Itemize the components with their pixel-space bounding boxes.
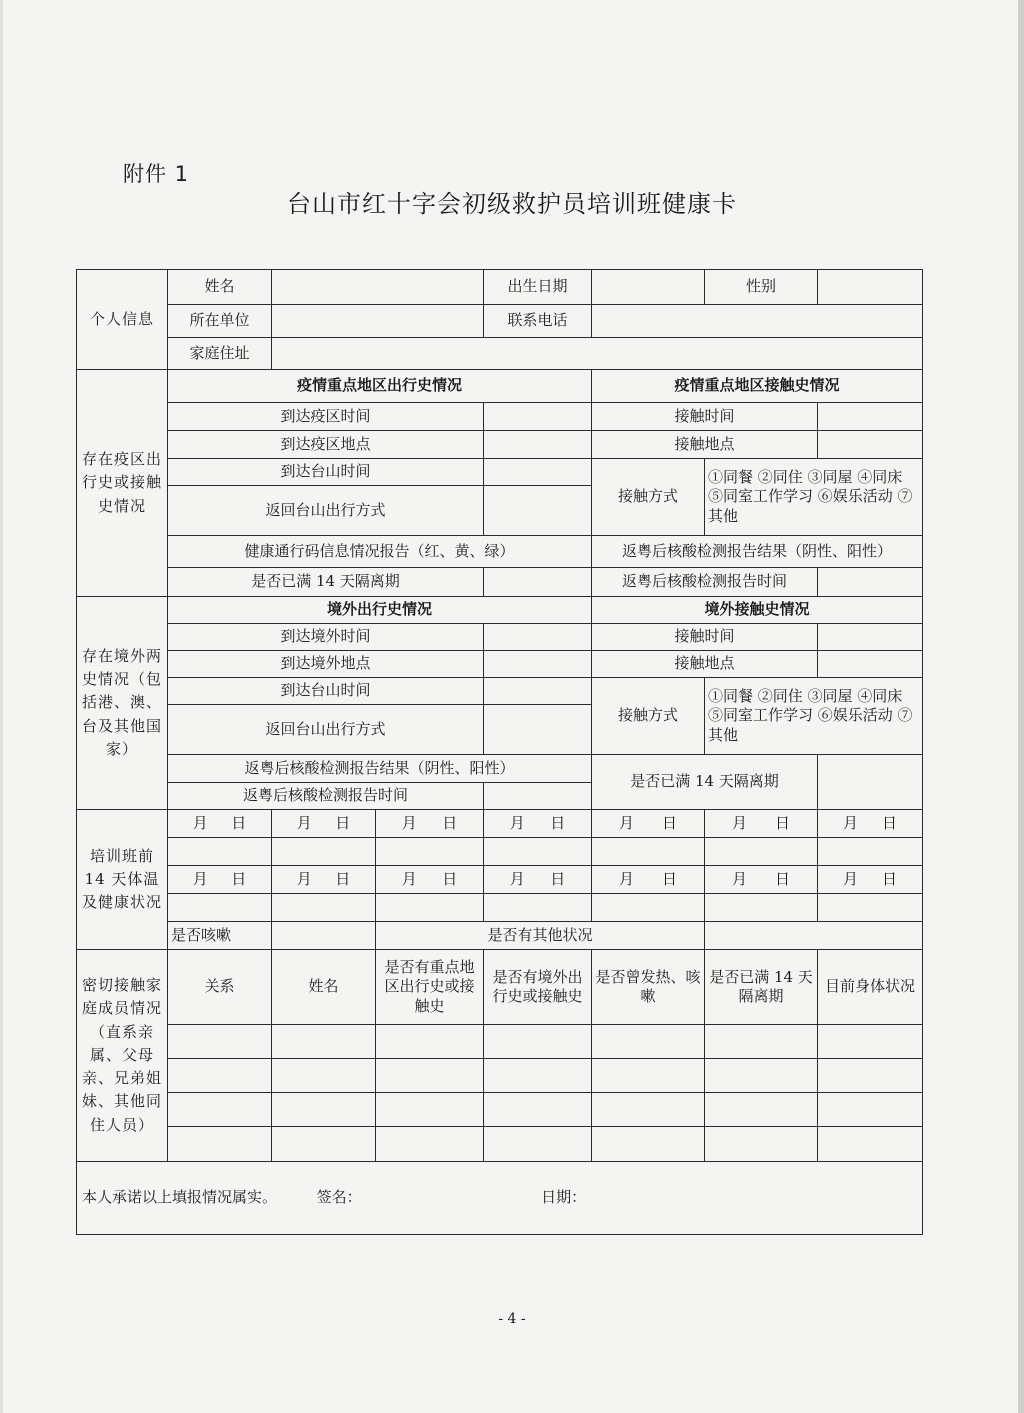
epidemic-return-mode-field[interactable] bbox=[484, 486, 592, 536]
temperature-field[interactable] bbox=[592, 894, 705, 922]
attachment-label: 附件 1 bbox=[123, 162, 190, 186]
unit-label: 所在单位 bbox=[168, 305, 272, 338]
epidemic-nucleic-time-label: 返粤后核酸检测报告时间 bbox=[592, 568, 818, 597]
family-cell[interactable] bbox=[168, 1093, 272, 1127]
date-cell bbox=[168, 866, 272, 894]
family-cell[interactable] bbox=[818, 1127, 923, 1162]
temperature-section-label: 培训班前 14 天体温及健康状况 bbox=[77, 810, 168, 950]
signature-label: 签名： bbox=[316, 1188, 362, 1207]
day-label: 日 bbox=[442, 869, 458, 888]
overseas-arrive-place-label: 到达境外地点 bbox=[168, 651, 484, 678]
temperature-field[interactable] bbox=[272, 894, 376, 922]
overseas-nucleic-time-field[interactable] bbox=[484, 783, 592, 810]
epidemic-quarantine-label: 是否已满 14 天隔离期 bbox=[168, 568, 484, 597]
day-label: 日 bbox=[335, 813, 351, 832]
month-label: 月 bbox=[509, 869, 525, 888]
temperature-field[interactable] bbox=[818, 894, 923, 922]
family-cell[interactable] bbox=[484, 1025, 592, 1059]
month-label: 月 bbox=[842, 869, 858, 888]
name-field[interactable] bbox=[272, 270, 484, 305]
temperature-field[interactable] bbox=[705, 838, 818, 866]
overseas-arrive-time-label: 到达境外时间 bbox=[168, 624, 484, 651]
birth-field[interactable] bbox=[592, 270, 705, 305]
overseas-travel-header: 境外出行史情况 bbox=[168, 597, 592, 624]
family-cell[interactable] bbox=[592, 1093, 705, 1127]
name-label: 姓名 bbox=[168, 270, 272, 305]
family-cell[interactable] bbox=[818, 1059, 923, 1093]
family-cell[interactable] bbox=[168, 1025, 272, 1059]
date-cell bbox=[592, 866, 705, 894]
epidemic-arrive-taishan-field[interactable] bbox=[484, 459, 592, 486]
family-cell[interactable] bbox=[376, 1093, 484, 1127]
page-number: - 4 - bbox=[498, 1311, 526, 1327]
date-cell bbox=[484, 866, 592, 894]
family-header-overseas: 是否有境外出行史或接触史 bbox=[484, 950, 592, 1025]
family-cell[interactable] bbox=[272, 1059, 376, 1093]
month-label: 月 bbox=[618, 869, 634, 888]
address-label: 家庭住址 bbox=[168, 338, 272, 370]
family-cell[interactable] bbox=[592, 1059, 705, 1093]
epidemic-contact-time-label: 接触时间 bbox=[592, 403, 818, 431]
family-cell[interactable] bbox=[272, 1127, 376, 1162]
family-cell[interactable] bbox=[484, 1127, 592, 1162]
date-cell bbox=[168, 810, 272, 838]
month-label: 月 bbox=[192, 869, 208, 888]
family-cell[interactable] bbox=[168, 1059, 272, 1093]
temperature-field[interactable] bbox=[592, 838, 705, 866]
overseas-contact-time-field[interactable] bbox=[818, 624, 923, 651]
family-header-quarantine: 是否已满 14 天隔离期 bbox=[705, 950, 818, 1025]
month-label: 月 bbox=[401, 869, 417, 888]
family-cell[interactable] bbox=[484, 1059, 592, 1093]
family-cell[interactable] bbox=[705, 1093, 818, 1127]
day-label: 日 bbox=[335, 869, 351, 888]
day-label: 日 bbox=[661, 869, 677, 888]
temperature-field[interactable] bbox=[168, 894, 272, 922]
temperature-field[interactable] bbox=[705, 894, 818, 922]
date-cell bbox=[376, 810, 484, 838]
epidemic-nucleic-result-label: 返粤后核酸检测报告结果（阴性、阳性） bbox=[592, 536, 923, 568]
family-cell[interactable] bbox=[376, 1059, 484, 1093]
day-label: 日 bbox=[881, 813, 897, 832]
day-label: 日 bbox=[442, 813, 458, 832]
overseas-contact-options[interactable]: ①同餐 ②同住 ③同屋 ④同床 ⑤同室工作学习 ⑥娱乐活动 ⑦其他 bbox=[705, 678, 923, 755]
overseas-section-label: 存在境外两史情况（包括港、澳、台及其他国家） bbox=[77, 597, 168, 810]
family-cell[interactable] bbox=[484, 1093, 592, 1127]
overseas-quarantine-label: 是否已满 14 天隔离期 bbox=[592, 755, 818, 810]
pledge-row[interactable] bbox=[77, 1162, 923, 1235]
family-cell[interactable] bbox=[705, 1127, 818, 1162]
family-cell[interactable] bbox=[592, 1127, 705, 1162]
epidemic-section-label: 存在疫区出行史或接触史情况 bbox=[77, 370, 168, 597]
overseas-arrive-taishan-label: 到达台山时间 bbox=[168, 678, 484, 705]
day-label: 日 bbox=[550, 813, 566, 832]
day-label: 日 bbox=[231, 869, 247, 888]
date-cell bbox=[818, 810, 923, 838]
cough-label: 是否咳嗽 bbox=[168, 922, 272, 950]
family-cell[interactable] bbox=[818, 1025, 923, 1059]
month-label: 月 bbox=[731, 869, 747, 888]
family-cell[interactable] bbox=[376, 1025, 484, 1059]
date-cell bbox=[705, 866, 818, 894]
epidemic-contact-header: 疫情重点地区接触史情况 bbox=[592, 370, 923, 403]
overseas-arrive-taishan-field[interactable] bbox=[484, 678, 592, 705]
epidemic-arrive-time-field[interactable] bbox=[484, 403, 592, 431]
day-label: 日 bbox=[774, 869, 790, 888]
date-cell bbox=[818, 866, 923, 894]
epidemic-contact-mode-label: 接触方式 bbox=[592, 459, 705, 536]
phone-label: 联系电话 bbox=[484, 305, 592, 338]
epidemic-contact-time-field[interactable] bbox=[818, 403, 923, 431]
overseas-nucleic-time-label: 返粤后核酸检测报告时间 bbox=[168, 783, 484, 810]
day-label: 日 bbox=[774, 813, 790, 832]
overseas-arrive-time-field[interactable] bbox=[484, 624, 592, 651]
epidemic-quarantine-field[interactable] bbox=[484, 568, 592, 597]
overseas-quarantine-field[interactable] bbox=[818, 755, 923, 810]
other-status-field[interactable] bbox=[705, 922, 923, 950]
temperature-field[interactable] bbox=[168, 838, 272, 866]
epidemic-arrive-place-field[interactable] bbox=[484, 431, 592, 459]
epidemic-arrive-taishan-label: 到达台山时间 bbox=[168, 459, 484, 486]
epidemic-arrive-time-label: 到达疫区时间 bbox=[168, 403, 484, 431]
epidemic-contact-place-field[interactable] bbox=[818, 431, 923, 459]
overseas-contact-place-label: 接触地点 bbox=[592, 651, 818, 678]
month-label: 月 bbox=[618, 813, 634, 832]
day-label: 日 bbox=[550, 869, 566, 888]
family-cell[interactable] bbox=[376, 1127, 484, 1162]
unit-field[interactable] bbox=[272, 305, 484, 338]
epidemic-travel-header: 疫情重点地区出行史情况 bbox=[168, 370, 592, 403]
epidemic-return-mode-label: 返回台山出行方式 bbox=[168, 486, 484, 536]
date-cell bbox=[272, 810, 376, 838]
date-cell bbox=[376, 866, 484, 894]
other-status-label: 是否有其他状况 bbox=[376, 922, 705, 950]
pledge-text: 本人承诺以上填报情况属实。 bbox=[82, 1188, 278, 1207]
phone-field[interactable] bbox=[592, 305, 923, 338]
overseas-contact-place-field[interactable] bbox=[818, 651, 923, 678]
date-cell bbox=[484, 810, 592, 838]
family-header-key-area: 是否有重点地区出行史或接触史 bbox=[376, 950, 484, 1025]
day-label: 日 bbox=[231, 813, 247, 832]
overseas-contact-mode-label: 接触方式 bbox=[592, 678, 705, 755]
family-cell[interactable] bbox=[705, 1025, 818, 1059]
date-cell bbox=[272, 866, 376, 894]
month-label: 月 bbox=[296, 869, 312, 888]
month-label: 月 bbox=[842, 813, 858, 832]
month-label: 月 bbox=[192, 813, 208, 832]
date-cell bbox=[592, 810, 705, 838]
gender-label: 性别 bbox=[705, 270, 818, 305]
temperature-field[interactable] bbox=[818, 838, 923, 866]
family-cell[interactable] bbox=[818, 1093, 923, 1127]
month-label: 月 bbox=[731, 813, 747, 832]
date-label: 日期： bbox=[541, 1188, 587, 1207]
family-header-fever: 是否曾发热、咳嗽 bbox=[592, 950, 705, 1025]
personal-section-label: 个人信息 bbox=[77, 270, 168, 370]
cough-field[interactable] bbox=[272, 922, 376, 950]
temperature-field[interactable] bbox=[376, 894, 484, 922]
page-title: 台山市红十字会初级救护员培训班健康卡 bbox=[287, 190, 737, 218]
overseas-return-mode-field[interactable] bbox=[484, 705, 592, 755]
day-label: 日 bbox=[881, 869, 897, 888]
month-label: 月 bbox=[296, 813, 312, 832]
overseas-arrive-place-field[interactable] bbox=[484, 651, 592, 678]
temperature-field[interactable] bbox=[484, 894, 592, 922]
family-cell[interactable] bbox=[272, 1093, 376, 1127]
family-cell[interactable] bbox=[272, 1025, 376, 1059]
epidemic-contact-options[interactable]: ①同餐 ②同住 ③同屋 ④同床 ⑤同室工作学习 ⑥娱乐活动 ⑦其他 bbox=[705, 459, 923, 536]
family-cell[interactable] bbox=[592, 1025, 705, 1059]
address-field[interactable] bbox=[272, 338, 923, 370]
month-label: 月 bbox=[509, 813, 525, 832]
birth-label: 出生日期 bbox=[484, 270, 592, 305]
overseas-contact-header: 境外接触史情况 bbox=[592, 597, 923, 624]
family-header-name: 姓名 bbox=[272, 950, 376, 1025]
family-cell[interactable] bbox=[705, 1059, 818, 1093]
epidemic-contact-place-label: 接触地点 bbox=[592, 431, 818, 459]
health-card-form bbox=[76, 269, 923, 1235]
family-cell[interactable] bbox=[168, 1127, 272, 1162]
epidemic-nucleic-time-field[interactable] bbox=[818, 568, 923, 597]
family-header-health: 目前身体状况 bbox=[818, 950, 923, 1025]
family-header-relation: 关系 bbox=[168, 950, 272, 1025]
overseas-return-mode-label: 返回台山出行方式 bbox=[168, 705, 484, 755]
month-label: 月 bbox=[401, 813, 417, 832]
date-cell bbox=[705, 810, 818, 838]
health-code-label: 健康通行码信息情况报告（红、黄、绿） bbox=[168, 536, 592, 568]
overseas-contact-time-label: 接触时间 bbox=[592, 624, 818, 651]
temperature-field[interactable] bbox=[376, 838, 484, 866]
overseas-nucleic-result-label: 返粤后核酸检测报告结果（阴性、阳性） bbox=[168, 755, 592, 783]
temperature-field[interactable] bbox=[272, 838, 376, 866]
temperature-field[interactable] bbox=[484, 838, 592, 866]
gender-field[interactable] bbox=[818, 270, 923, 305]
epidemic-arrive-place-label: 到达疫区地点 bbox=[168, 431, 484, 459]
day-label: 日 bbox=[661, 813, 677, 832]
family-section-label: 密切接触家庭成员情况（直系亲属、父母亲、兄弟姐妹、其他同住人员） bbox=[77, 950, 168, 1162]
